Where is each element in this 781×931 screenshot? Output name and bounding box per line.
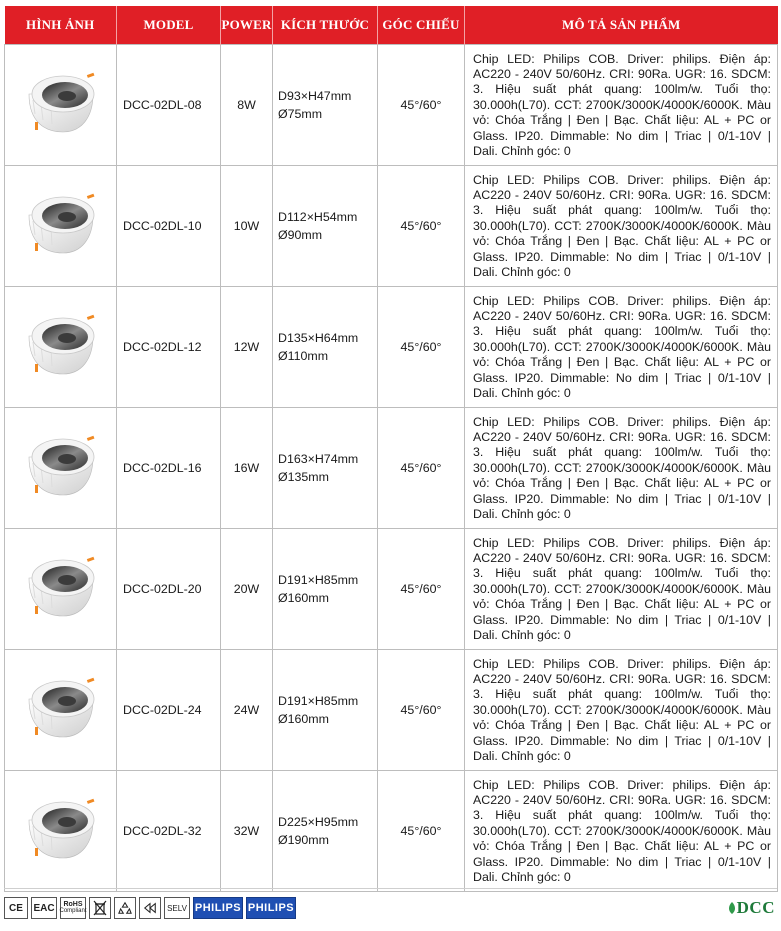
size-cutout: Ø160mm (278, 590, 329, 605)
product-image (5, 770, 117, 891)
ce-mark-icon: CE (4, 897, 28, 919)
product-image (5, 407, 117, 528)
model-cell: DCC-02DL-12 (117, 286, 221, 407)
header-size: KÍCH THƯỚC (273, 6, 378, 44)
downlight-lamp-icon (21, 796, 101, 862)
description-cell: Chip LED: Philips COB. Driver: philips. Điện áp: AC220 - 240V 50/60Hz. CRI: 90Ra. UGR: 16. SDCM: 3. Hiệu suất phát quang: 100lm/w. Tuổi thọ: 30.000h(L70). CCT: 2700K/3000K/4000K/6000K. Màu vỏ: Chóa Trắng | Đen | Bạc. Chất liệu: AL + PC or Glass. IP20. Dimmable: No dim | Triac | 0/1-10V | Dali. Chỉnh góc: 0 (465, 528, 778, 649)
power-cell: 8W (221, 44, 273, 165)
spec-sheet (4, 6, 777, 892)
model-cell: DCC-02DL-16 (117, 407, 221, 528)
product-image (5, 286, 117, 407)
beam-angle-cell: 45°/60° (378, 649, 465, 770)
beam-angle-cell: 45°/60° (378, 407, 465, 528)
size-cutout: Ø160mm (278, 711, 329, 726)
size-cell (273, 649, 378, 770)
table-header-row (5, 6, 778, 44)
description-cell: Chip LED: Philips COB. Driver: philips. Điện áp: AC220 - 240V 50/60Hz. CRI: 90Ra. UGR: 16. SDCM: 3. Hiệu suất phát quang: 100lm/w. Tuổi thọ: 30.000h(L70). CCT: 2700K/3000K/4000K/6000K. Màu vỏ: Chóa Trắng | Đen | Bạc. Chất liệu: AL + PC or Glass. IP20. Dimmable: No dim | Triac | 0/1-10V | Dali. Chỉnh góc: 0 (465, 165, 778, 286)
description-cell: Chip LED: Philips COB. Driver: philips. Điện áp: AC220 - 240V 50/60Hz. CRI: 90Ra. UGR: 16. SDCM: 3. Hiệu suất phát quang: 100lm/w. Tuổi thọ: 30.000h(L70). CCT: 2700K/3000K/4000K/6000K. Màu vỏ: Chóa Trắng | Đen | Bạc. Chất liệu: AL + PC or Glass. IP20. Dimmable: No dim | Triac | 0/1-10V | Dali. Chỉnh góc: 0 (465, 407, 778, 528)
power-cell: 20W (221, 528, 273, 649)
footer-divider (4, 888, 777, 889)
header-power: POWER (221, 6, 273, 44)
table-row (5, 407, 778, 528)
downlight-lamp-icon (21, 675, 101, 741)
eac-mark-icon: EAC (31, 897, 57, 919)
model-cell: DCC-02DL-08 (117, 44, 221, 165)
header-description: MÔ TẢ SẢN PHẨM (465, 6, 778, 44)
selv-mark-icon: SELV (164, 897, 190, 919)
table-row (5, 286, 778, 407)
beam-angle-cell: 45°/60° (378, 286, 465, 407)
downlight-lamp-icon (21, 70, 101, 136)
power-cell: 16W (221, 407, 273, 528)
size-dimensions: D93×H47mm (278, 88, 352, 103)
size-cutout: Ø75mm (278, 106, 323, 121)
table-row (5, 649, 778, 770)
size-dimensions: D225×H95mm (278, 814, 359, 829)
size-cell (273, 407, 378, 528)
size-cell (273, 44, 378, 165)
recycle-icon (114, 897, 136, 919)
beam-angle-cell: 45°/60° (378, 770, 465, 891)
size-cutout: Ø135mm (278, 469, 329, 484)
table-row (5, 770, 778, 891)
size-dimensions: D135×H64mm (278, 330, 359, 345)
size-cell (273, 528, 378, 649)
size-dimensions: D191×H85mm (278, 572, 359, 587)
size-cell (273, 770, 378, 891)
downlight-lamp-icon (21, 433, 101, 499)
product-image (5, 165, 117, 286)
product-image (5, 649, 117, 770)
brand-name: DCC (736, 898, 775, 917)
certification-logos (4, 897, 296, 919)
size-dimensions: D163×H74mm (278, 451, 359, 466)
product-image (5, 44, 117, 165)
header-angle: GÓC CHIẾU (378, 6, 465, 44)
philips-logo-1: PHILIPS (193, 897, 243, 919)
power-cell: 10W (221, 165, 273, 286)
table-row (5, 528, 778, 649)
power-cell: 24W (221, 649, 273, 770)
philips-logo-2: PHILIPS (246, 897, 296, 919)
product-image (5, 528, 117, 649)
weee-bin-icon (89, 897, 111, 919)
rohs-mark-icon (60, 897, 86, 919)
product-spec-table (4, 6, 778, 892)
description-cell: Chip LED: Philips COB. Driver: philips. Điện áp: AC220 - 240V 50/60Hz. CRI: 90Ra. UGR: 16. SDCM: 3. Hiệu suất phát quang: 100lm/w. Tuổi thọ: 30.000h(L70). CCT: 2700K/3000K/4000K/6000K. Màu vỏ: Chóa Trắng | Đen | Bạc. Chất liệu: AL + PC or Glass. IP20. Dimmable: No dim | Triac | 0/1-10V | Dali. Chỉnh góc: 0 (465, 770, 778, 891)
description-cell: Chip LED: Philips COB. Driver: philips. Điện áp: AC220 - 240V 50/60Hz. CRI: 90Ra. UGR: 16. SDCM: 3. Hiệu suất phát quang: 100lm/w. Tuổi thọ: 30.000h(L70). CCT: 2700K/3000K/4000K/6000K. Màu vỏ: Chóa Trắng | Đen | Bạc. Chất liệu: AL + PC or Glass. IP20. Dimmable: No dim | Triac | 0/1-10V | Dali. Chỉnh góc: 0 (465, 44, 778, 165)
size-dimensions: D112×H54mm (278, 209, 358, 224)
power-cell: 12W (221, 286, 273, 407)
size-cutout: Ø90mm (278, 227, 323, 242)
header-model: MODEL (117, 6, 221, 44)
rohs-label: RoHS (63, 901, 83, 908)
downlight-lamp-icon (21, 191, 101, 257)
table-row (5, 165, 778, 286)
brand-logo (727, 896, 775, 920)
description-cell: Chip LED: Philips COB. Driver: philips. Điện áp: AC220 - 240V 50/60Hz. CRI: 90Ra. UGR: 16. SDCM: 3. Hiệu suất phát quang: 100lm/w. Tuổi thọ: 30.000h(L70). CCT: 2700K/3000K/4000K/6000K. Màu vỏ: Chóa Trắng | Đen | Bạc. Chất liệu: AL + PC or Glass. IP20. Dimmable: No dim | Triac | 0/1-10V | Dali. Chỉnh góc: 0 (465, 286, 778, 407)
beam-angle-cell: 45°/60° (378, 528, 465, 649)
header-image: HÌNH ẢNH (5, 6, 117, 44)
model-cell: DCC-02DL-24 (117, 649, 221, 770)
rohs-compliant-label: Compliant (59, 908, 87, 914)
power-cell: 32W (221, 770, 273, 891)
size-cutout: Ø190mm (278, 832, 329, 847)
class-ii-icon (139, 897, 161, 919)
beam-angle-cell: 45°/60° (378, 165, 465, 286)
leaf-icon (727, 901, 737, 915)
size-cutout: Ø110mm (278, 348, 329, 363)
model-cell: DCC-02DL-10 (117, 165, 221, 286)
size-cell (273, 165, 378, 286)
downlight-lamp-icon (21, 312, 101, 378)
model-cell: DCC-02DL-20 (117, 528, 221, 649)
size-cell (273, 286, 378, 407)
table-row (5, 44, 778, 165)
beam-angle-cell: 45°/60° (378, 44, 465, 165)
size-dimensions: D191×H85mm (278, 693, 359, 708)
downlight-lamp-icon (21, 554, 101, 620)
description-cell: Chip LED: Philips COB. Driver: philips. Điện áp: AC220 - 240V 50/60Hz. CRI: 90Ra. UGR: 16. SDCM: 3. Hiệu suất phát quang: 100lm/w. Tuổi thọ: 30.000h(L70). CCT: 2700K/3000K/4000K/6000K. Màu vỏ: Chóa Trắng | Đen | Bạc. Chất liệu: AL + PC or Glass. IP20. Dimmable: No dim | Triac | 0/1-10V | Dali. Chỉnh góc: 0 (465, 649, 778, 770)
model-cell: DCC-02DL-32 (117, 770, 221, 891)
